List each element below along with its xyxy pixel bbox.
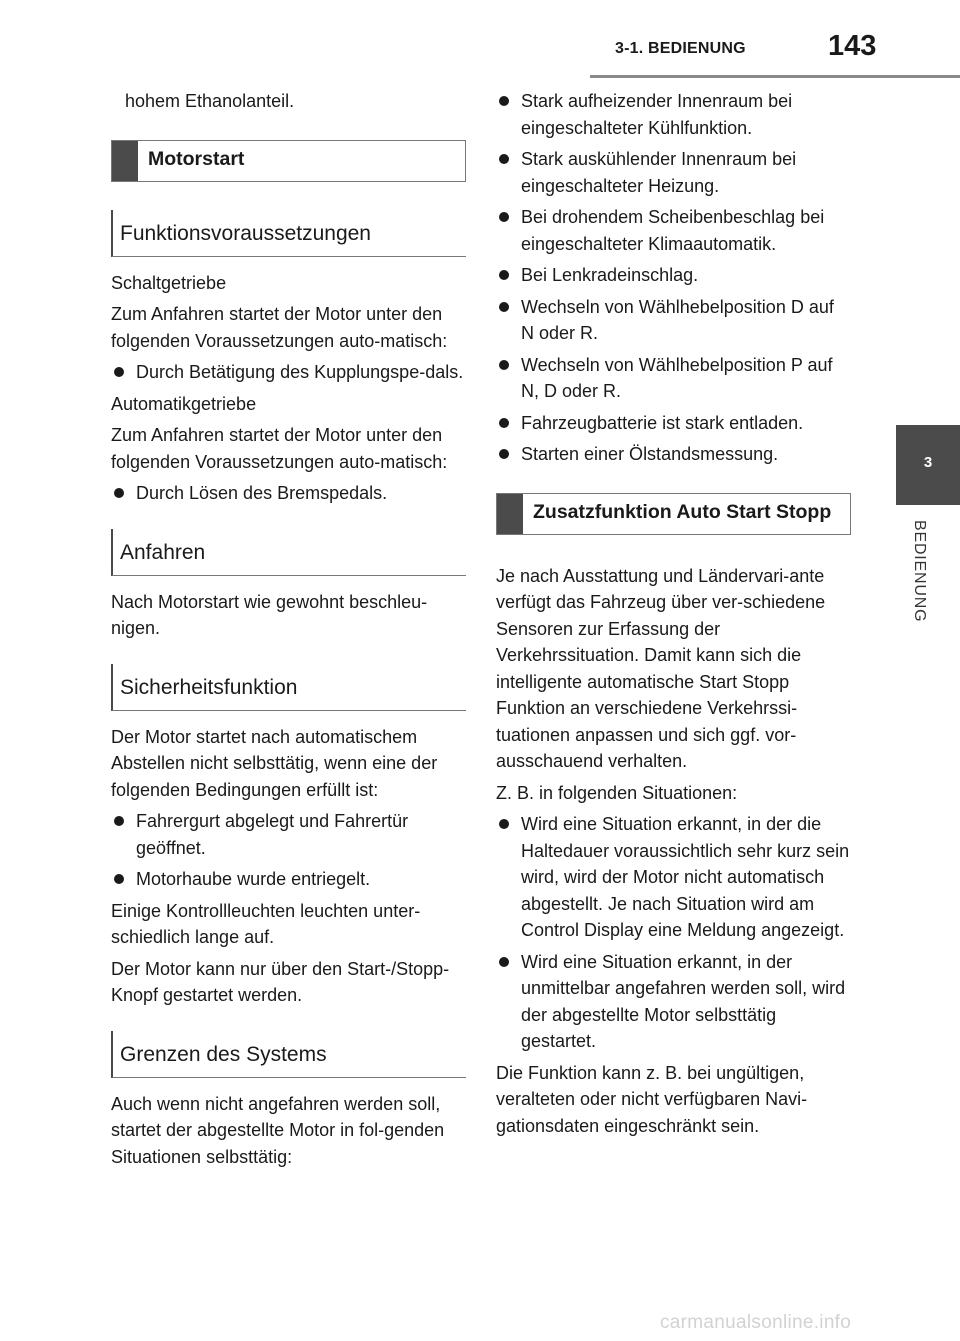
paragraph: Zum Anfahren startet der Motor unter den folgenden Voraussetzungen auto-matisch: bbox=[111, 425, 448, 472]
bullet-item: Stark auskühlender Innenraum bei eingeschalteter Heizung. bbox=[496, 146, 851, 199]
left-column bbox=[111, 0, 466, 1175]
paragraph: Automatikgetriebe bbox=[111, 393, 257, 414]
paragraph: Nach Motorstart wie gewohnt beschleu-nigen. bbox=[111, 591, 428, 638]
section-title: Zusatzfunktion Auto Start Stopp bbox=[533, 500, 832, 523]
bullet-item: Wechseln von Wählhebelposition D auf N oder R. bbox=[496, 294, 851, 347]
bullet-item: Wechseln von Wählhebelposition P auf N, D oder R. bbox=[496, 352, 851, 405]
bullet-item: Stark aufheizender Innenraum bei eingeschalteter Kühlfunktion. bbox=[496, 88, 851, 141]
section-box-motorstart bbox=[111, 140, 466, 182]
paragraph: Einige Kontrollleuchten leuchten unter-schiedlich lange auf. bbox=[111, 900, 421, 947]
subheading-anfahren: Anfahren bbox=[111, 529, 466, 576]
paragraph: Die Funktion kann z. B. bei ungültigen, veralteten oder nicht verfügbaren Navi-gationsdaten eingeschränkt sein. bbox=[496, 1062, 808, 1136]
bullet-item: Bei drohendem Scheibenbeschlag bei eingeschalteter Klimaautomatik. bbox=[496, 204, 851, 257]
bullet-item: Durch Lösen des Bremspedals. bbox=[111, 480, 466, 507]
paragraph: Z. B. in folgenden Situationen: bbox=[496, 782, 738, 803]
bullet-item: Starten einer Ölstandsmessung. bbox=[496, 441, 851, 468]
subheading-grenzen: Grenzen des Systems bbox=[111, 1031, 466, 1078]
paragraph: Auch wenn nicht angefahren werden soll, startet der abgestellte Motor in fol-genden Situationen selbsttätig: bbox=[111, 1093, 445, 1167]
section-box-bar bbox=[497, 494, 523, 534]
bullet-item: Fahrzeugbatterie ist stark entladen. bbox=[496, 410, 851, 437]
bullet-item: Wird eine Situation erkannt, in der unmittelbar angefahren werden soll, wird der abgestellte Motor selbsttätig gestartet. bbox=[496, 949, 851, 1055]
chapter-tab-label: BEDIENUNG bbox=[911, 520, 928, 623]
subheading-funktionsvoraussetzungen: Funktionsvoraussetzungen bbox=[111, 210, 466, 257]
bullet-item: Bei Lenkradeinschlag. bbox=[496, 262, 851, 289]
paragraph: Zum Anfahren startet der Motor unter den folgenden Voraussetzungen auto-matisch: bbox=[111, 304, 448, 351]
section-box-zusatzfunktion bbox=[496, 493, 851, 535]
paragraph: Der Motor kann nur über den Start-/Stopp-Knopf gestartet werden. bbox=[111, 958, 450, 1005]
subheading-sicherheitsfunktion: Sicherheitsfunktion bbox=[111, 664, 466, 711]
bullet-item: Durch Betätigung des Kupplungspe-dals. bbox=[111, 359, 466, 386]
right-column bbox=[496, 0, 851, 1144]
bullet-item: Fahrergurt abgelegt und Fahrertür geöffnet. bbox=[111, 808, 466, 861]
section-title: Motorstart bbox=[148, 147, 245, 170]
page-number: 143 bbox=[828, 30, 877, 62]
chapter-tab-number: 3 bbox=[923, 454, 933, 471]
paragraph-intro: hohem Ethanolanteil. bbox=[125, 91, 295, 111]
bullet-item: Motorhaube wurde entriegelt. bbox=[111, 866, 466, 893]
paragraph: Der Motor startet nach automatischem Abstellen nicht selbsttätig, wenn eine der folgenden Bedingungen erfüllt ist: bbox=[111, 726, 438, 800]
paragraph: Je nach Ausstattung und Ländervari-ante verfügt das Fahrzeug über ver-schiedene Sensoren zur Erfassung der Verkehrssituation. Damit kann sich die intelligente automatische Start Stopp Funktion an verschiedene Verkehrssi-tuationen anpassen und sich ggf. vor-ausschauend verhalten. bbox=[496, 565, 826, 771]
watermark-text: carmanualsonline.info bbox=[660, 1312, 852, 1333]
running-header-section: 3-1. BEDIENUNG bbox=[615, 40, 746, 57]
section-box-bar bbox=[112, 141, 138, 181]
paragraph: Schaltgetriebe bbox=[111, 272, 227, 293]
bullet-item: Wird eine Situation erkannt, in der die Haltedauer voraussichtlich sehr kurz sein wird, wird der Motor nicht automatisch abgestellt. Je nach Situation wird am Control Display eine Meldung angezeigt. bbox=[496, 811, 851, 944]
